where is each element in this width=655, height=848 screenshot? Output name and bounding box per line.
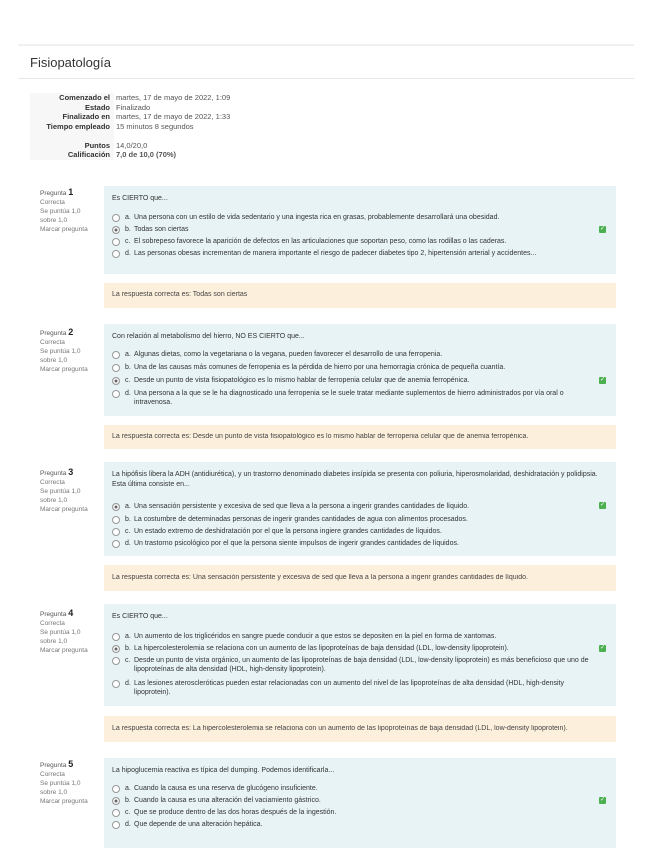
question-number: 3 (68, 467, 74, 477)
question-points: Se puntúa 1,0 sobre 1,0 (40, 488, 81, 504)
option-text: Una sensación persistente y excesiva de sed que lleva a la persona a ingerir grandes cantidades de líquido. (134, 503, 470, 510)
answer-option[interactable] (112, 539, 592, 548)
attempt-summary (30, 93, 640, 160)
answer-option[interactable] (112, 820, 592, 829)
question-status: Correcta (40, 479, 65, 486)
flag-question-link[interactable]: Marcar pregunta (40, 366, 88, 373)
option-letter: c. (125, 238, 131, 245)
option-letter: b. (125, 226, 131, 233)
radio-button[interactable] (112, 226, 120, 234)
radio-button[interactable] (112, 351, 120, 359)
option-text: Un trastorno psicológico por el que la persona siente impulsos de ingerir grandes cantidades de líquidos. (134, 540, 459, 547)
answer-option[interactable] (112, 213, 592, 222)
question-label: Pregunta (40, 611, 67, 618)
question-number: 4 (68, 608, 74, 618)
radio-button[interactable] (112, 516, 120, 524)
question-text: Con relación al metabolismo del hierro, NO ES CIERTO que... (112, 333, 305, 340)
question-text: La hipoglucemia reactiva es típica del dumping. Podemos identificarla... (112, 767, 335, 774)
option-text: Algunas dietas, como la vegetariana o la vegana, pueden favorecer el desarrollo de una ferropenia. (134, 351, 443, 358)
answer-option[interactable] (112, 376, 592, 385)
summary-key: Finalizado en (30, 112, 114, 122)
summary-value: 15 minutos 8 segundos (116, 121, 194, 131)
summary-key: Tiempo empleado (30, 122, 114, 141)
question-info (40, 188, 98, 234)
summary-value: 14,0/20,0 (116, 140, 148, 150)
option-text: Que depende de una alteración hepática. (134, 821, 263, 828)
answer-option[interactable] (112, 632, 592, 641)
feedback-box (104, 425, 616, 449)
question-label: Pregunta (40, 762, 67, 769)
option-text: Un estado extremo de deshidratación por el que la persona ingiere grandes cantidades de líquidos. (134, 528, 442, 535)
radio-button[interactable] (112, 657, 120, 665)
radio-button[interactable] (112, 809, 120, 817)
option-letter: d. (125, 250, 131, 257)
question-content (104, 604, 616, 706)
summary-value: martes, 17 de mayo de 2022, 1:09 (116, 93, 231, 102)
question-text: Es CIERTO que... (112, 613, 168, 620)
question-content (104, 758, 616, 848)
flag-question-link[interactable]: Marcar pregunta (40, 506, 88, 513)
question-content (104, 324, 616, 416)
answer-option[interactable] (112, 389, 592, 407)
summary-key: Calificación (30, 150, 114, 160)
flag-question-link[interactable]: Marcar pregunta (40, 647, 88, 654)
option-letter: b. (125, 516, 131, 523)
option-text: Cuando la causa es una alteración del vaciamiento gástrico. (134, 797, 321, 804)
radio-button[interactable] (112, 785, 120, 793)
option-letter: a. (125, 503, 131, 510)
flag-question-link[interactable]: Marcar pregunta (40, 226, 88, 233)
option-letter: d. (125, 540, 131, 547)
feedback-box (104, 565, 616, 591)
option-letter: d. (125, 821, 131, 828)
question-points: Se puntúa 1,0 sobre 1,0 (40, 780, 81, 796)
answer-option[interactable] (112, 502, 592, 511)
radio-button[interactable] (112, 214, 120, 222)
question-content (104, 186, 616, 274)
question-points: Se puntúa 1,0 sobre 1,0 (40, 348, 81, 364)
summary-key: Puntos (30, 141, 114, 151)
question-text: Es CIERTO que... (112, 195, 168, 202)
option-text: Que se produce dentro de las dos horas después de la ingestión. (134, 809, 337, 816)
radio-button[interactable] (112, 821, 120, 829)
summary-value: 7,0 de 10,0 (70%) (116, 150, 177, 159)
answer-option[interactable] (112, 784, 592, 793)
radio-button[interactable] (112, 503, 120, 511)
option-letter: a. (125, 633, 131, 640)
feedback-box (104, 716, 616, 742)
option-text: Una persona a la que se le ha diagnosticado una ferropenia se le suele tratar mediante suplementos de hierro administrados por vía oral o intravenosa. (134, 390, 564, 406)
question-label: Pregunta (40, 190, 67, 197)
feedback-text: La respuesta correcta es: Desde un punto de vista fisiopatológico es lo mismo hablar de ferropenia celular que de anemia ferropénica. (112, 433, 529, 440)
feedback-text: La respuesta correcta es: Una sensación persistente y excesiva de sed que lleva a la persona a ingerir grandes cantidades de líquido. (112, 574, 528, 581)
flag-question-link[interactable]: Marcar pregunta (40, 798, 88, 805)
answer-option[interactable] (112, 808, 592, 817)
radio-button[interactable] (112, 390, 120, 398)
question-number: 2 (68, 327, 74, 337)
option-letter: c. (125, 377, 131, 384)
question-text: La hipófisis libera la ADH (antidiurética), y un trastorno denominado diabetes insípida se presenta con poliuria, hiperosmolaridad, deshidratación y polidipsia. Esta última consiste en... (112, 471, 598, 488)
radio-button[interactable] (112, 250, 120, 258)
check-icon: ✓ (599, 797, 606, 803)
option-text: Una persona con un estilo de vida sedentario y una ingesta rica en grasas, probablemente desarrollará una obesidad. (134, 214, 500, 221)
top-bar (18, 44, 634, 46)
check-icon: ✓ (599, 502, 606, 508)
summary-value: martes, 17 de mayo de 2022, 1:33 (116, 112, 231, 121)
title-divider (18, 78, 634, 79)
feedback-text: La respuesta correcta es: La hipercolesterolemia se relaciona con un aumento de las lipoproteínas de baja densidad (LDL, low-density lipoprotein). (112, 725, 568, 732)
option-text: La hipercolesterolemia se relaciona con un aumento de las lipoproteínas de baja densidad (LDL, low-density lipoprotein). (134, 645, 509, 652)
option-text: Un aumento de los triglicéridos en sangre puede conducir a que estos se depositen en la piel en forma de xantomas. (134, 633, 497, 640)
question-status: Correcta (40, 620, 65, 627)
question-number: 1 (68, 187, 74, 197)
answer-option[interactable] (112, 350, 592, 359)
option-text: Una de las causas más comunes de ferropenia es la pérdida de hierro por una hemorragia crónica de pequeña cuantía. (134, 364, 506, 371)
option-letter: a. (125, 351, 131, 358)
question-info (40, 609, 98, 655)
answer-option[interactable] (112, 527, 592, 536)
option-text: Todas son ciertas (134, 226, 189, 233)
radio-button[interactable] (112, 645, 120, 653)
answer-option[interactable] (112, 515, 592, 524)
answer-option[interactable] (112, 679, 592, 697)
summary-key: Estado (30, 103, 114, 113)
option-text: Las personas obesas incrementan de manera importante el riesgo de padecer diabetes tipo 2, hipertensión arterial y accidentes... (134, 250, 537, 257)
option-letter: a. (125, 785, 131, 792)
question-info (40, 760, 98, 806)
answer-option[interactable] (112, 363, 592, 372)
feedback-text: La respuesta correcta es: Todas son ciertas (112, 291, 248, 298)
answer-option[interactable] (112, 237, 592, 246)
question-number: 5 (68, 759, 74, 769)
question-info (40, 468, 98, 514)
question-status: Correcta (40, 771, 65, 778)
radio-button[interactable] (112, 238, 120, 246)
course-title: Fisiopatología (30, 55, 111, 70)
option-letter: b. (125, 364, 131, 371)
option-letter: c. (125, 657, 131, 664)
option-letter: a. (125, 214, 131, 221)
question-points: Se puntúa 1,0 sobre 1,0 (40, 208, 81, 224)
answer-option[interactable] (112, 249, 592, 258)
question-content (104, 462, 616, 556)
option-letter: c. (125, 528, 131, 535)
option-text: Desde un punto de vista orgánico, un aumento de las lipoproteínas de baja densidad (LDL, low-density lipoprotein) es más beneficioso que uno de lipoproteínas de alta densidad (HDL, high-density lipoprotein). (134, 657, 589, 673)
summary-value: Finalizado (116, 102, 151, 112)
question-status: Correcta (40, 339, 65, 346)
option-letter: b. (125, 797, 131, 804)
feedback-box (104, 283, 616, 308)
radio-button[interactable] (112, 680, 120, 688)
question-info (40, 328, 98, 374)
radio-button[interactable] (112, 377, 120, 385)
option-text: Cuando la causa es una reserva de glucógeno insuficiente. (134, 785, 318, 792)
answer-option[interactable] (112, 796, 592, 805)
option-letter: c. (125, 809, 131, 816)
check-icon: ✓ (599, 226, 606, 232)
radio-button[interactable] (112, 540, 120, 548)
radio-button[interactable] (112, 633, 120, 641)
question-label: Pregunta (40, 330, 67, 337)
radio-button[interactable] (112, 364, 120, 372)
check-icon: ✓ (599, 645, 606, 651)
radio-button[interactable] (112, 528, 120, 536)
question-points: Se puntúa 1,0 sobre 1,0 (40, 629, 81, 645)
check-icon: ✓ (599, 377, 606, 383)
answer-option[interactable] (112, 225, 592, 234)
option-text: El sobrepeso favorece la aparición de defectos en las articulaciones que soportan peso, como las rodillas o las caderas. (134, 238, 507, 245)
question-status: Correcta (40, 199, 65, 206)
option-text: Desde un punto de vista fisiopatológico es lo mismo hablar de ferropenia celular que de anemia ferropénica. (134, 377, 470, 384)
question-label: Pregunta (40, 470, 67, 477)
option-text: La costumbre de determinadas personas de ingerir grandes cantidades de agua con alimentos procesados. (134, 516, 468, 523)
option-letter: d. (125, 390, 131, 397)
answer-option[interactable] (112, 656, 592, 674)
option-letter: b. (125, 645, 131, 652)
answer-option[interactable] (112, 644, 592, 653)
summary-key: Comenzado el (30, 93, 114, 103)
option-letter: d. (125, 680, 131, 687)
option-text: Las lesiones ateroscleróticas pueden estar relacionadas con un aumento del nivel de las lipoproteínas de alta densidad (HDL, high-density lipoprotein). (134, 680, 564, 696)
radio-button[interactable] (112, 797, 120, 805)
